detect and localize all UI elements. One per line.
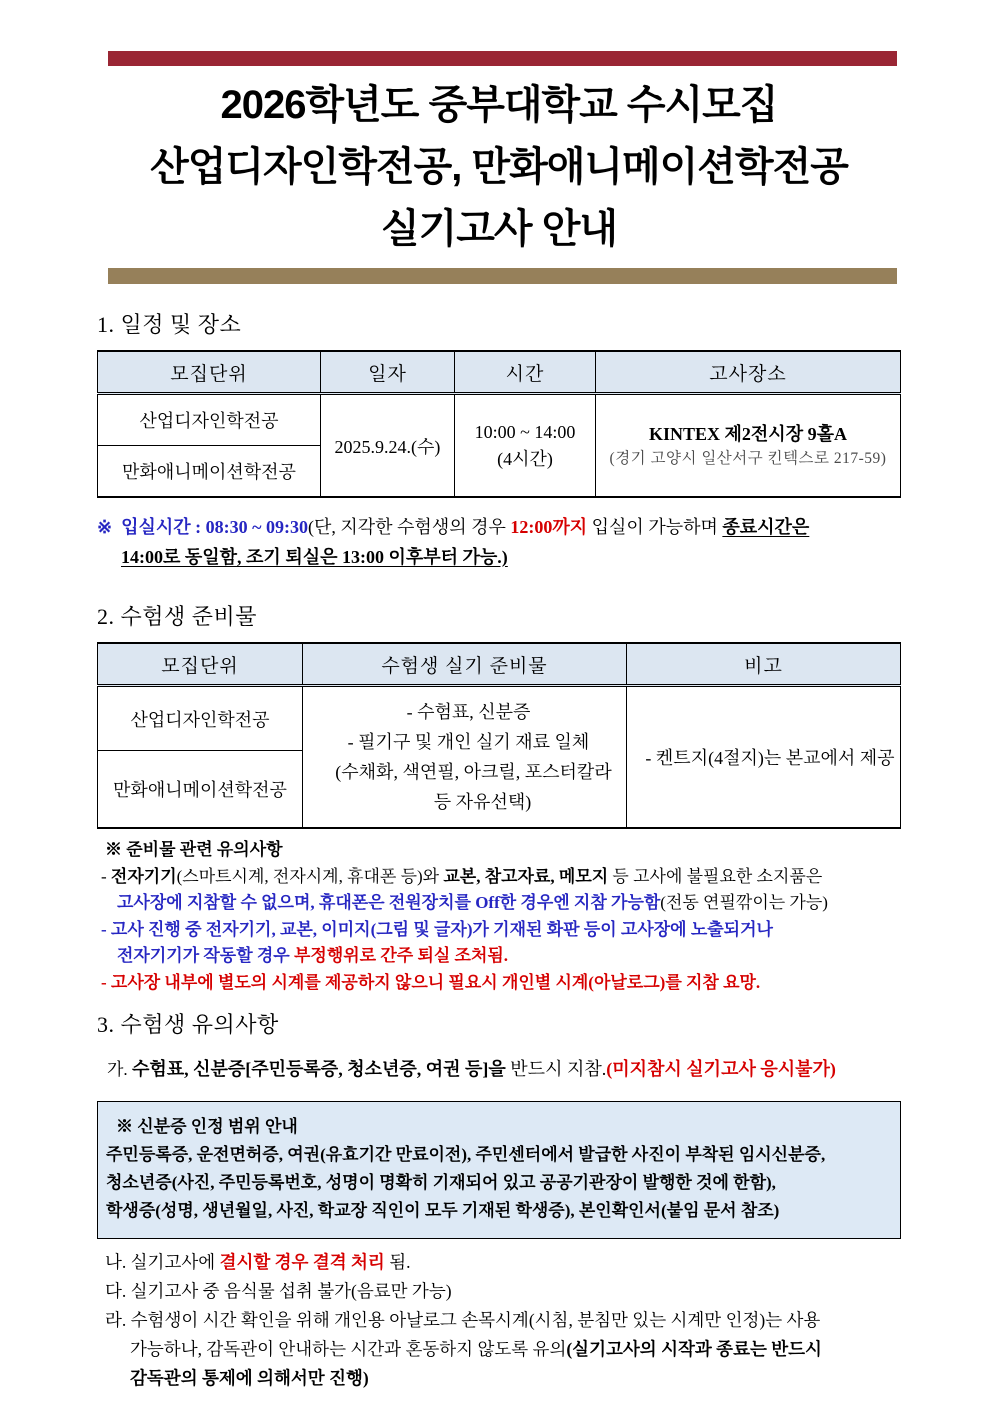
supplies-table-row-1: [98, 686, 901, 751]
supplies-line: - 수험표, 신분증: [406, 702, 531, 722]
supplies-table: [97, 642, 901, 829]
note-blue: - 고사 진행 중 전자기기, 교본, 이미지(그림 및 글자)가 기재된 화판 등이 고사장에 노출되거나: [101, 919, 773, 939]
supplies-list: [303, 686, 627, 829]
supplies-remark: - 켄트지(4절지)는 본교에서 제공: [627, 686, 901, 829]
title-line-3: 실기고사 안내: [381, 207, 617, 251]
notice-item-ra-line1: [97, 1306, 901, 1335]
notice-item-ra-line3: 감독관의 통제에 의해서만 진행): [130, 1368, 369, 1388]
notice-item-da: [97, 1277, 901, 1306]
supplies-note-1-line2: [97, 890, 901, 917]
supplies-note-3: [97, 970, 901, 997]
note-blue: 고사장에 지참할 수 없으며, 휴대폰은 전원장치를 Off한 경우엔 지참 가능함: [117, 893, 661, 912]
schedule-col-header-venue: 고사장소: [596, 351, 901, 394]
item-bold: 수험표, 신분증[주민등록증, 청소년증, 여권 등]을: [131, 1059, 506, 1079]
bottom-accent-bar: [108, 268, 897, 284]
supplies-note-1-line1: [97, 864, 901, 891]
entry-time-value: 입실시간 : 08:30 ~ 09:30: [121, 517, 308, 537]
asterisk-marker: ※: [97, 517, 113, 537]
end-time-note-rest: 14:00로 동일함, 조기 퇴실은 13:00 이후부터 가능.): [121, 547, 508, 567]
supplies-note-2-line1: [97, 917, 901, 944]
title-line-2: 산업디자인학전공, 만화애니메이션학전공: [150, 145, 848, 189]
note-red: 부정행위로 간주 퇴실 조처됨.: [293, 946, 509, 965]
id-box-line: 학생증(성명, 생년월일, 사진, 학교장 직인이 모두 기재된 학생증), 본인확인서(붙임 문서 참조): [106, 1201, 780, 1220]
entry-time-note: [97, 512, 901, 572]
supplies-notes-title: ※ 준비물 관련 유의사항: [105, 840, 283, 859]
schedule-table-header-row: [98, 351, 901, 394]
supplies-table-header-row: [98, 643, 901, 686]
item-text: 반드시 지참.: [505, 1059, 607, 1079]
notice-item-na: [97, 1248, 901, 1277]
entry-time-note-line1: [97, 512, 901, 542]
note-blue: 전자기기가 작동할 경우: [117, 946, 294, 965]
entry-time-note-line2: [97, 542, 901, 572]
supplies-col-header-remark: 비고: [627, 643, 901, 686]
venue-name: KINTEX 제2전시장 9홀A: [649, 423, 847, 444]
id-box-line: 청소년증(사진, 주민등록번호, 성명이 명확히 기재되어 있고 공공기관장이 발행한 것에 한함),: [106, 1173, 776, 1192]
schedule-table: [97, 350, 901, 498]
title-line-1: 2026학년도 중부대학교 수시모집: [220, 83, 778, 127]
item-text: 실기고사에: [130, 1252, 220, 1272]
unit-industrial-design: 산업디자인학전공: [98, 394, 321, 446]
schedule-table-row-1: [98, 394, 901, 446]
venue-address: (경기 고양시 일산서구 킨텍스로 217-59): [609, 449, 887, 467]
supplies-line: - 필기구 및 개인 실기 재료 일체: [347, 732, 590, 752]
id-box-title: ※ 신분증 인정 범위 안내: [116, 1117, 298, 1136]
item-label: 가.: [107, 1060, 132, 1079]
item-label: 다.: [105, 1281, 131, 1301]
supplies-col-header-unit: 모집단위: [98, 643, 303, 686]
exam-time-range: 10:00 ~ 14:00: [474, 421, 576, 442]
section2-heading: 2. 수험생 준비물: [97, 604, 258, 629]
note-text: (스마트시계, 전자시계, 휴대폰 등)와: [176, 866, 444, 886]
schedule-col-header-date: 일자: [321, 351, 455, 394]
item-text: 됨.: [384, 1252, 411, 1272]
supplies-note-2-line2: [97, 943, 901, 970]
supplies-col-header-items: 수험생 실기 준비물: [303, 643, 627, 686]
item-red: 결시할 경우 결격 처리: [219, 1252, 385, 1272]
id-box-line: 주민등록증, 운전면허증, 여권(유효기간 만료이전), 주민센터에서 발급한 사진이 부착된 임시신분증,: [106, 1145, 826, 1164]
supplies-line: (수채화, 색연필, 아크릴, 포스터칼라: [335, 762, 612, 782]
note-text: 등 고사에 불필요한 소지품은: [608, 866, 823, 886]
note-text: (단, 지각한 수험생의 경우: [308, 517, 511, 537]
unit-cartoon-animation: 만화애니메이션학전공: [98, 751, 303, 828]
end-time-note-start: 종료시간은: [722, 517, 810, 537]
exam-time-duration: (4시간): [497, 448, 553, 469]
notice-item-ra-line2: [97, 1335, 901, 1364]
exam-time: [455, 394, 596, 498]
exam-date: 2025.9.24.(수): [321, 394, 455, 498]
schedule-col-header-unit: 모집단위: [98, 351, 321, 394]
note-bold: 교본, 참고자료, 메모지: [443, 866, 609, 886]
late-deadline: 12:00까지: [510, 517, 588, 537]
note-text: -: [101, 866, 111, 886]
note-text: 입실이 가능하며: [587, 517, 723, 537]
item-text: 가능하나, 감독관이 안내하는 시간과 혼동하지 않도록 유의: [130, 1339, 567, 1359]
schedule-col-header-time: 시간: [455, 351, 596, 394]
section1-heading: 1. 일정 및 장소: [97, 312, 242, 337]
notice-items: [97, 1248, 901, 1393]
item-label: 나.: [105, 1252, 131, 1272]
unit-industrial-design: 산업디자인학전공: [98, 686, 303, 751]
item-text: 실기고사 중 음식물 섭취 불가(음료만 가능): [130, 1281, 452, 1301]
top-accent-bar: [108, 51, 897, 66]
exam-venue: [596, 394, 901, 498]
item-bold: (실기고사의 시작과 종료는 반드시: [566, 1339, 822, 1359]
section3-heading: 3. 수험생 유의사항: [97, 1012, 279, 1037]
note-text: (전동 연필깎이는 가능): [660, 893, 828, 912]
item-label: 라.: [105, 1310, 131, 1330]
unit-cartoon-animation: 만화애니메이션학전공: [98, 446, 321, 498]
note-bold: 전자기기: [110, 866, 177, 886]
document-title: [97, 74, 901, 260]
item-text: 수험생이 시간 확인을 위해 개인용 아날로그 손목시계(시침, 분침만 있는 시계만 인정)는 사용: [130, 1310, 821, 1330]
supplies-line: 등 자유선택): [433, 792, 532, 812]
supplies-notes: [97, 837, 901, 996]
notice-item-ga: [97, 1054, 901, 1085]
id-accepted-box: [97, 1101, 901, 1239]
note-red: - 고사장 내부에 별도의 시계를 제공하지 않으니 필요시 개인별 시계(아날로그)를 지참 요망.: [101, 972, 761, 992]
item-red: (미지참시 실기고사 응시불가): [606, 1059, 836, 1079]
